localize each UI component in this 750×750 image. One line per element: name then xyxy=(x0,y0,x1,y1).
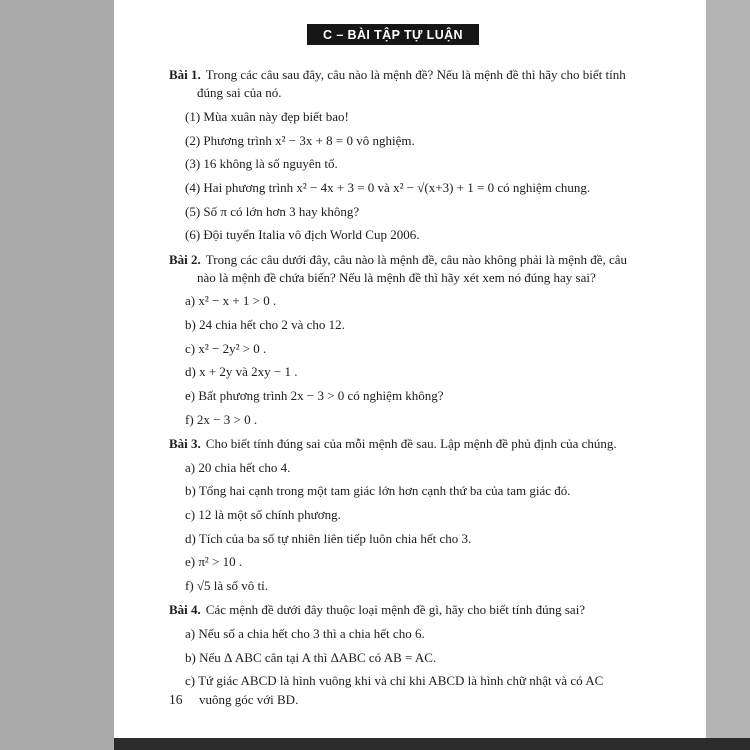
exercise-item: f) √5 là số vô tỉ. xyxy=(185,578,268,594)
exercise-item: (3) 16 không là số nguyên tố. xyxy=(185,156,338,172)
section-header-title: C – BÀI TẬP TỰ LUẬN xyxy=(323,27,463,42)
exercise-label: Bài 3. xyxy=(169,436,201,451)
exercise-item: c) x² − 2y² > 0 . xyxy=(185,340,267,356)
scan-edge-left xyxy=(0,0,114,750)
exercise-intro xyxy=(169,66,634,102)
exercise-intro xyxy=(169,251,634,287)
exercise-item: d) Tích của ba số tự nhiên liên tiếp luôn chia hết cho 3. xyxy=(185,530,472,546)
exercise-item: (6) Đội tuyển Italia vô địch World Cup 2006. xyxy=(185,227,420,243)
page-content xyxy=(114,66,706,709)
exercise-item: (5) Số π có lớn hơn 3 hay không? xyxy=(185,203,360,219)
scan-edge-right xyxy=(706,0,750,750)
book-page xyxy=(114,0,706,738)
exercise-item: (4) Hai phương trình x² − 4x + 3 = 0 và x² − √(x+3) + 1 = 0 có nghiệm chung. xyxy=(185,179,591,195)
exercise-item: (1) Mùa xuân này đẹp biết bao! xyxy=(185,108,349,124)
scan-edge-bottom xyxy=(114,738,750,750)
exercise-intro-text: Cho biết tính đúng sai của mỗi mệnh đề sau. Lập mệnh đề phủ định của chúng. xyxy=(205,436,617,451)
exercise-item: c) Tứ giác ABCD là hình vuông khi và chỉ khi ABCD là hình chữ nhật và có AC vuông góc với BD. xyxy=(185,673,604,707)
exercise-2 xyxy=(169,251,634,430)
exercise-item: f) 2x − 3 > 0 . xyxy=(185,411,258,427)
exercise-label: Bài 4. xyxy=(169,602,201,618)
exercise-intro xyxy=(169,601,634,619)
exercise-4 xyxy=(169,601,634,708)
exercise-item: (2) Phương trình x² − 3x + 8 = 0 vô nghiệm. xyxy=(185,132,415,148)
exercise-intro xyxy=(169,435,634,453)
exercise-item: a) 20 chia hết cho 4. xyxy=(185,459,291,475)
exercise-item: b) Tổng hai cạnh trong một tam giác lớn hơn cạnh thứ ba của tam giác đó. xyxy=(185,483,571,499)
exercise-item: b) Nếu Δ ABC cân tại A thì ΔABC có AB = AC. xyxy=(185,649,437,665)
exercise-label: Bài 1. xyxy=(169,67,201,82)
exercise-label: Bài 2. xyxy=(169,251,201,267)
exercise-item: d) x + 2y và 2xy − 1 . xyxy=(185,364,298,380)
exercise-item: a) x² − x + 1 > 0 . xyxy=(185,293,277,309)
exercise-item: e) π² > 10 . xyxy=(185,554,243,570)
page-number: 16 xyxy=(169,692,183,707)
exercise-intro-text: Trong các câu sau đây, câu nào là mệnh đề? Nếu là mệnh đề thì hãy cho biết tính đúng sai của nó. xyxy=(197,67,626,101)
exercise-intro-text: Các mệnh đề dưới đây thuộc loại mệnh đề gì, hãy cho biết tính đúng sai? xyxy=(205,602,586,618)
exercise-intro-text: Trong các câu dưới đây, câu nào là mệnh đề, câu nào không phải là mệnh đề, câu nào là mệnh đề chứa biến? Nếu là mệnh đề thì hãy xét xem nó đúng hay sai? xyxy=(197,251,628,285)
section-header-banner xyxy=(307,24,479,45)
exercise-item: a) Nếu số a chia hết cho 3 thì a chia hết cho 6. xyxy=(185,626,425,641)
exercise-item: e) Bất phương trình 2x − 3 > 0 có nghiệm không? xyxy=(185,388,444,404)
exercise-item: c) 12 là một số chính phương. xyxy=(185,507,341,523)
exercise-item: b) 24 chia hết cho 2 và cho 12. xyxy=(185,317,345,333)
exercise-1 xyxy=(169,66,634,245)
exercise-3 xyxy=(169,435,634,595)
